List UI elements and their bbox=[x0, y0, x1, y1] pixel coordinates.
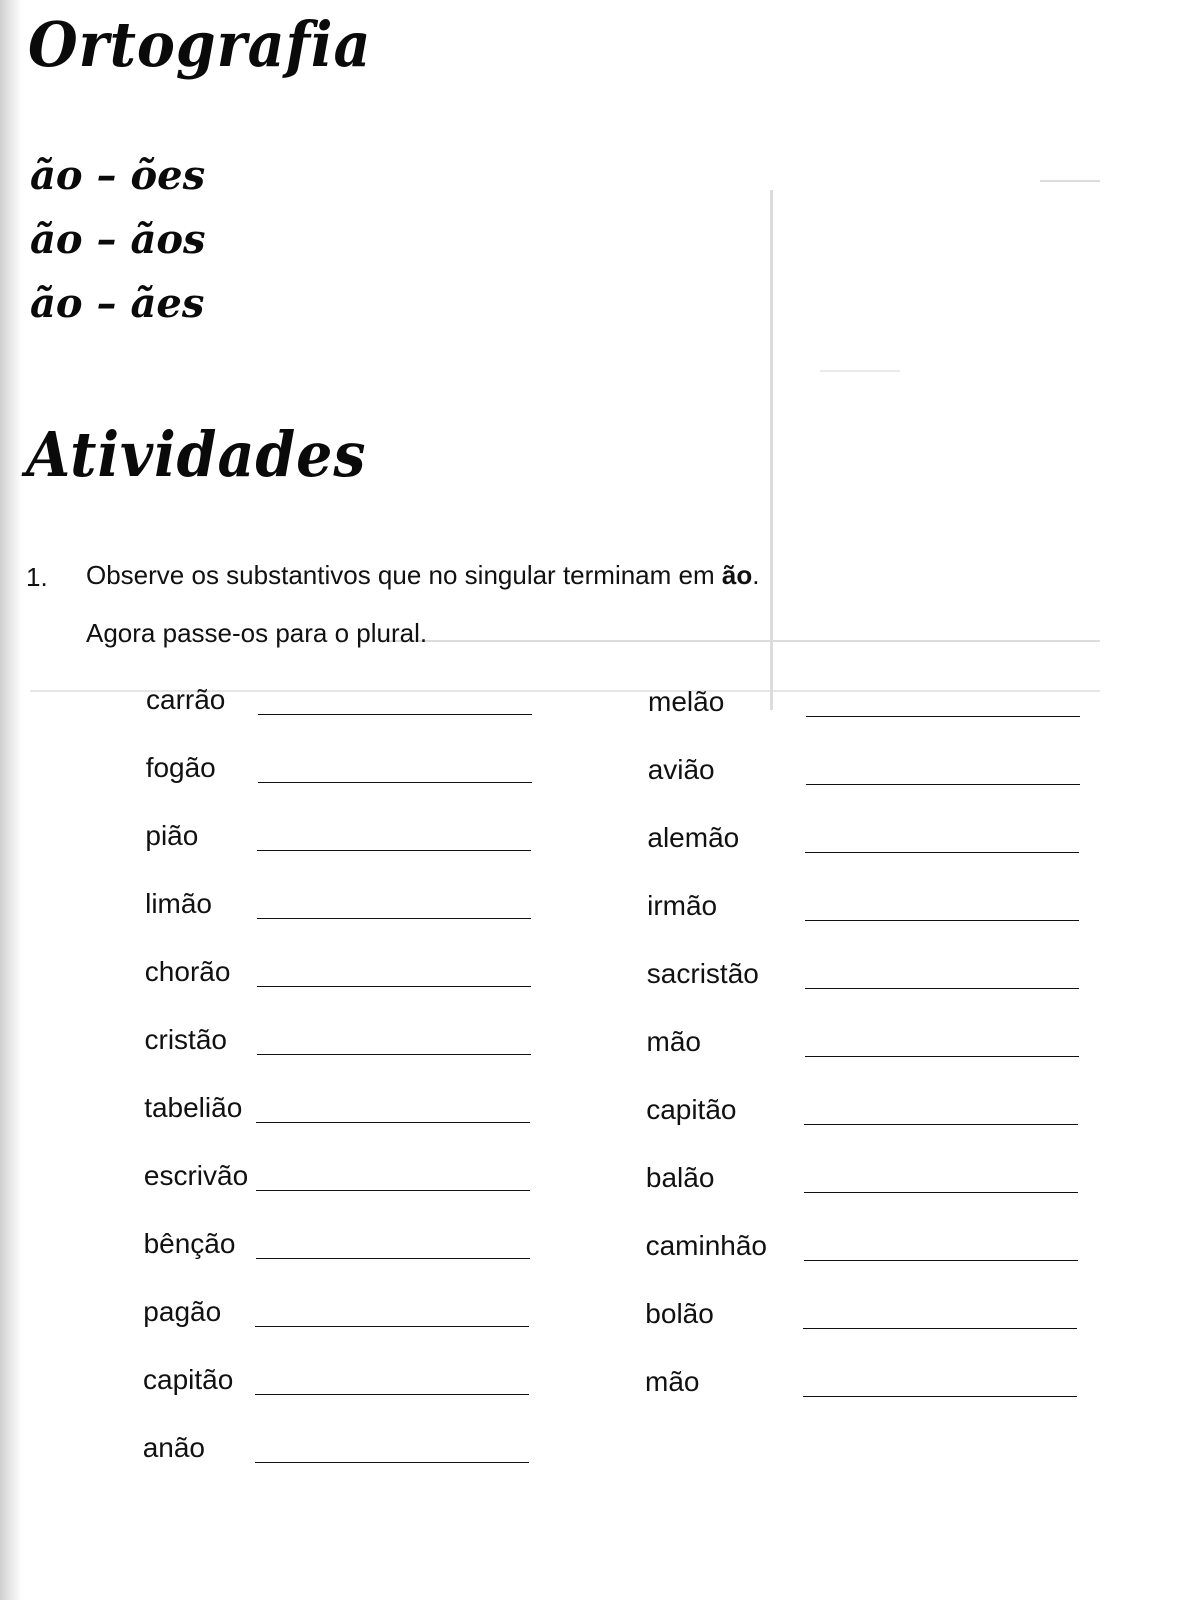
singular-word: pagão bbox=[143, 1296, 222, 1327]
singular-word: carrão bbox=[146, 684, 226, 715]
singular-word: balão bbox=[645, 1162, 715, 1193]
singular-word: irmão bbox=[647, 890, 718, 921]
singular-word: caminhão bbox=[645, 1230, 767, 1261]
plural-answer-blank[interactable] bbox=[806, 784, 1080, 785]
plural-answer-blank[interactable] bbox=[804, 1260, 1078, 1261]
instruction-period: . bbox=[752, 560, 760, 590]
bleed-through-line bbox=[770, 190, 773, 710]
bleed-through-line bbox=[820, 370, 900, 372]
singular-word: pião bbox=[145, 820, 199, 851]
plural-answer-blank[interactable] bbox=[256, 1258, 530, 1259]
plural-answer-blank[interactable] bbox=[258, 714, 532, 715]
singular-word: fogão bbox=[145, 752, 216, 783]
singular-word: mão bbox=[645, 1366, 700, 1397]
plural-answer-blank[interactable] bbox=[805, 1056, 1079, 1057]
singular-word: avião bbox=[647, 754, 715, 785]
page-title: Ortografia bbox=[28, 8, 372, 81]
plural-answer-blank[interactable] bbox=[257, 986, 531, 987]
rule-item: ão – ãos bbox=[30, 216, 206, 263]
plural-answer-blank[interactable] bbox=[258, 782, 532, 783]
plural-answer-blank[interactable] bbox=[805, 852, 1079, 853]
exercise-number: 1. bbox=[26, 562, 48, 592]
plural-answer-blank[interactable] bbox=[805, 920, 1079, 921]
bleed-through-line bbox=[1040, 180, 1100, 182]
bleed-through-line bbox=[380, 640, 1100, 642]
instruction-highlight: ão bbox=[721, 560, 753, 590]
plural-answer-blank[interactable] bbox=[255, 1326, 529, 1327]
singular-word: bênção bbox=[143, 1228, 236, 1259]
singular-word: capitão bbox=[646, 1094, 737, 1125]
plural-answer-blank[interactable] bbox=[803, 1396, 1077, 1397]
exercise-instruction bbox=[86, 560, 759, 591]
singular-word: alemão bbox=[647, 822, 740, 853]
plural-answer-blank[interactable] bbox=[256, 1190, 530, 1191]
plural-answer-blank[interactable] bbox=[806, 716, 1080, 717]
plural-answer-blank[interactable] bbox=[804, 1192, 1078, 1193]
instruction-text: Observe os substantivos que no singular terminam em bbox=[86, 560, 722, 590]
section-title: Atividades bbox=[26, 418, 367, 491]
plural-answer-blank[interactable] bbox=[257, 1054, 531, 1055]
plural-answer-blank[interactable] bbox=[255, 1394, 529, 1395]
rule-item: ão – ães bbox=[30, 280, 205, 327]
singular-word: cristão bbox=[144, 1024, 227, 1055]
plural-answer-blank[interactable] bbox=[256, 1122, 530, 1123]
singular-word: limão bbox=[145, 888, 213, 919]
plural-answer-blank[interactable] bbox=[257, 918, 531, 919]
exercise-instruction-line2: Agora passe-os para o plural. bbox=[86, 618, 428, 648]
singular-word: anão bbox=[142, 1432, 205, 1463]
singular-word: chorão bbox=[144, 956, 231, 987]
plural-answer-blank[interactable] bbox=[255, 1462, 529, 1463]
plural-answer-blank[interactable] bbox=[805, 988, 1079, 989]
singular-word: bolão bbox=[645, 1298, 714, 1329]
plural-answer-blank[interactable] bbox=[803, 1328, 1077, 1329]
page-edge-shadow bbox=[0, 0, 22, 1600]
singular-word: tabelião bbox=[144, 1092, 243, 1123]
singular-word: sacristão bbox=[646, 958, 759, 989]
singular-word: melão bbox=[648, 686, 725, 717]
plural-answer-blank[interactable] bbox=[257, 850, 531, 851]
singular-word: escrivão bbox=[143, 1160, 249, 1191]
singular-word: mão bbox=[646, 1026, 701, 1057]
singular-word: capitão bbox=[143, 1364, 234, 1395]
rule-item: ão – ões bbox=[30, 152, 206, 199]
plural-answer-blank[interactable] bbox=[804, 1124, 1078, 1125]
